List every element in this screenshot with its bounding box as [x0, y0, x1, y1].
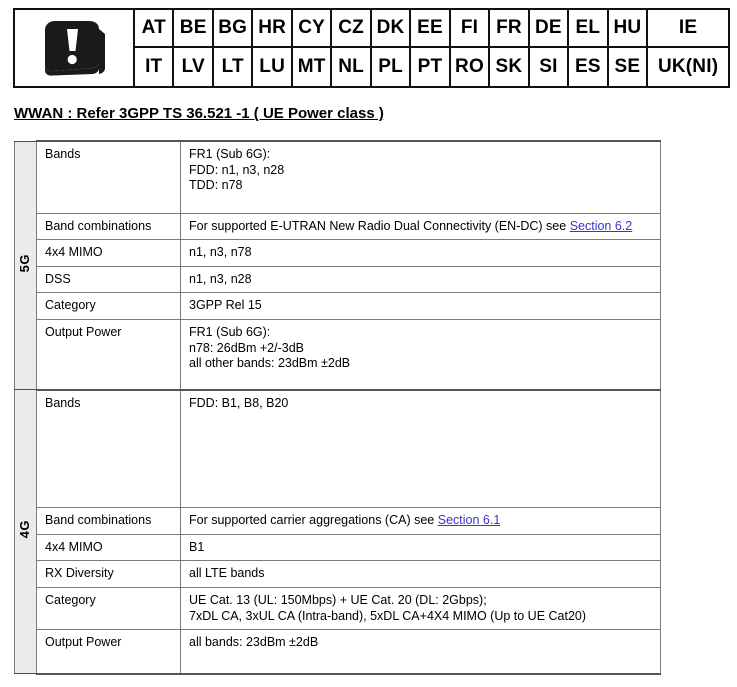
country-cell-cy: CY	[293, 10, 332, 46]
row-label-4g-band-combinations: Band combinations	[37, 508, 181, 535]
table-row	[15, 213, 661, 240]
row-label-5g-band-combinations: Band combinations	[37, 213, 181, 240]
row-value-4g-4x4-mimo: B1	[181, 534, 661, 561]
value-line: UE Cat. 13 (UL: 150Mbps) + UE Cat. 20 (DL: 2Gbps);	[189, 592, 487, 607]
row-value-5g-dss: n1, n3, n28	[181, 266, 661, 293]
country-cell-uk-ni: UK(NI)	[657, 56, 719, 77]
table-row	[15, 390, 661, 508]
country-cell-nl: NL	[332, 48, 371, 86]
value-line: FR1 (Sub 6G):	[189, 325, 271, 339]
country-code-grid	[135, 10, 728, 86]
row-label-5g-output-power: Output Power	[37, 320, 181, 390]
country-cell-hu: HU	[609, 10, 648, 46]
manual-book-exclamation-icon	[37, 18, 111, 78]
country-cell-lu: LU	[253, 48, 292, 86]
row-value-5g-category: 3GPP Rel 15	[181, 293, 661, 320]
country-cell-lv: LV	[174, 48, 213, 86]
table-row	[15, 587, 661, 629]
country-cell-de: DE	[530, 10, 569, 46]
link-section-6-1[interactable]: Section 6.1	[437, 513, 501, 527]
country-cell-cz: CZ	[332, 10, 371, 46]
row-value-4g-output-power: all bands: 23dBm ±2dB	[181, 630, 661, 674]
country-row-1	[135, 10, 728, 48]
table-row	[15, 508, 661, 535]
manual-book-exclamation-cell	[15, 10, 135, 86]
table-row	[15, 534, 661, 561]
table-row	[15, 320, 661, 390]
country-cell-pl: PL	[372, 48, 411, 86]
country-cell-lt: LT	[214, 48, 253, 86]
row-value-5g-bands	[181, 141, 661, 213]
row-label-5g-4x4-mimo: 4x4 MIMO	[37, 240, 181, 267]
country-cell-ie: IE	[678, 17, 698, 38]
country-cell-hr: HR	[253, 10, 292, 46]
value-line: TDD: n78	[189, 178, 243, 193]
table-row	[15, 293, 661, 320]
country-cell-mt: MT	[293, 48, 332, 86]
row-value-4g-band-combinations	[181, 508, 661, 535]
country-cell-fr: FR	[490, 10, 529, 46]
table-row	[15, 561, 661, 588]
country-cell-at: AT	[135, 10, 174, 46]
wwan-specification-table	[14, 140, 661, 675]
table-row	[15, 240, 661, 267]
table-row	[15, 630, 661, 674]
row-label-4g-category: Category	[37, 587, 181, 629]
country-cell-es: ES	[569, 48, 608, 86]
row-label-4g-4x4-mimo: 4x4 MIMO	[37, 534, 181, 561]
country-cell-fi: FI	[451, 10, 490, 46]
row-value-5g-band-combinations	[181, 213, 661, 240]
page-title: WWAN : Refer 3GPP TS 36.521 -1 ( UE Power class )	[14, 105, 384, 122]
country-cell-ee: EE	[411, 10, 450, 46]
row-label-4g-output-power: Output Power	[37, 630, 181, 674]
red-marking-table	[13, 8, 730, 88]
value-line: FDD: n1, n3, n28	[189, 162, 285, 177]
country-cell-ro: RO	[451, 48, 490, 86]
country-cell-se: SE	[609, 48, 648, 86]
country-cell-pt: PT	[411, 48, 450, 86]
generation-label-4g	[15, 390, 37, 674]
row-label-4g-bands: Bands	[37, 390, 181, 508]
row-label-4g-rx-diversity: RX Diversity	[37, 561, 181, 588]
row-label-5g-category: Category	[37, 293, 181, 320]
row-value-4g-bands: FDD: B1, B8, B20	[181, 390, 661, 508]
row-value-5g-output-power	[181, 320, 661, 390]
country-cell-bg: BG	[214, 10, 253, 46]
row-label-5g-bands: Bands	[37, 141, 181, 213]
generation-label-text: 4G	[17, 520, 33, 539]
generation-label-text: 5G	[17, 253, 33, 273]
country-cell-be: BE	[174, 10, 213, 46]
table-row	[15, 141, 661, 213]
value-line: n78: 26dBm +2/-3dB	[189, 340, 305, 355]
value-text: For supported E-UTRAN New Radio Dual Connectivity (EN-DC) see	[189, 218, 570, 233]
value-text: For supported carrier aggregations (CA) see	[189, 513, 438, 527]
row-value-5g-4x4-mimo: n1, n3, n78	[181, 240, 661, 267]
table-row	[15, 266, 661, 293]
country-cell-it: IT	[135, 48, 174, 86]
value-line: FR1 (Sub 6G):	[189, 147, 271, 161]
row-value-4g-rx-diversity: all LTE bands	[181, 561, 661, 588]
link-section-6-2[interactable]: Section 6.2	[569, 218, 633, 233]
country-cell-dk: DK	[372, 10, 411, 46]
row-value-4g-category	[181, 587, 661, 629]
value-line: 7xDL CA, 3xUL CA (Intra-band), 5xDL CA+4X4 MIMO (Up to UE Cat20)	[189, 608, 587, 623]
country-row-2	[135, 48, 728, 86]
country-cell-sk: SK	[490, 48, 529, 86]
country-cell-si: SI	[530, 48, 569, 86]
value-line: all other bands: 23dBm ±2dB	[189, 356, 351, 371]
generation-label-5g	[15, 141, 37, 390]
country-cell-el: EL	[569, 10, 608, 46]
row-label-5g-dss: DSS	[37, 266, 181, 293]
